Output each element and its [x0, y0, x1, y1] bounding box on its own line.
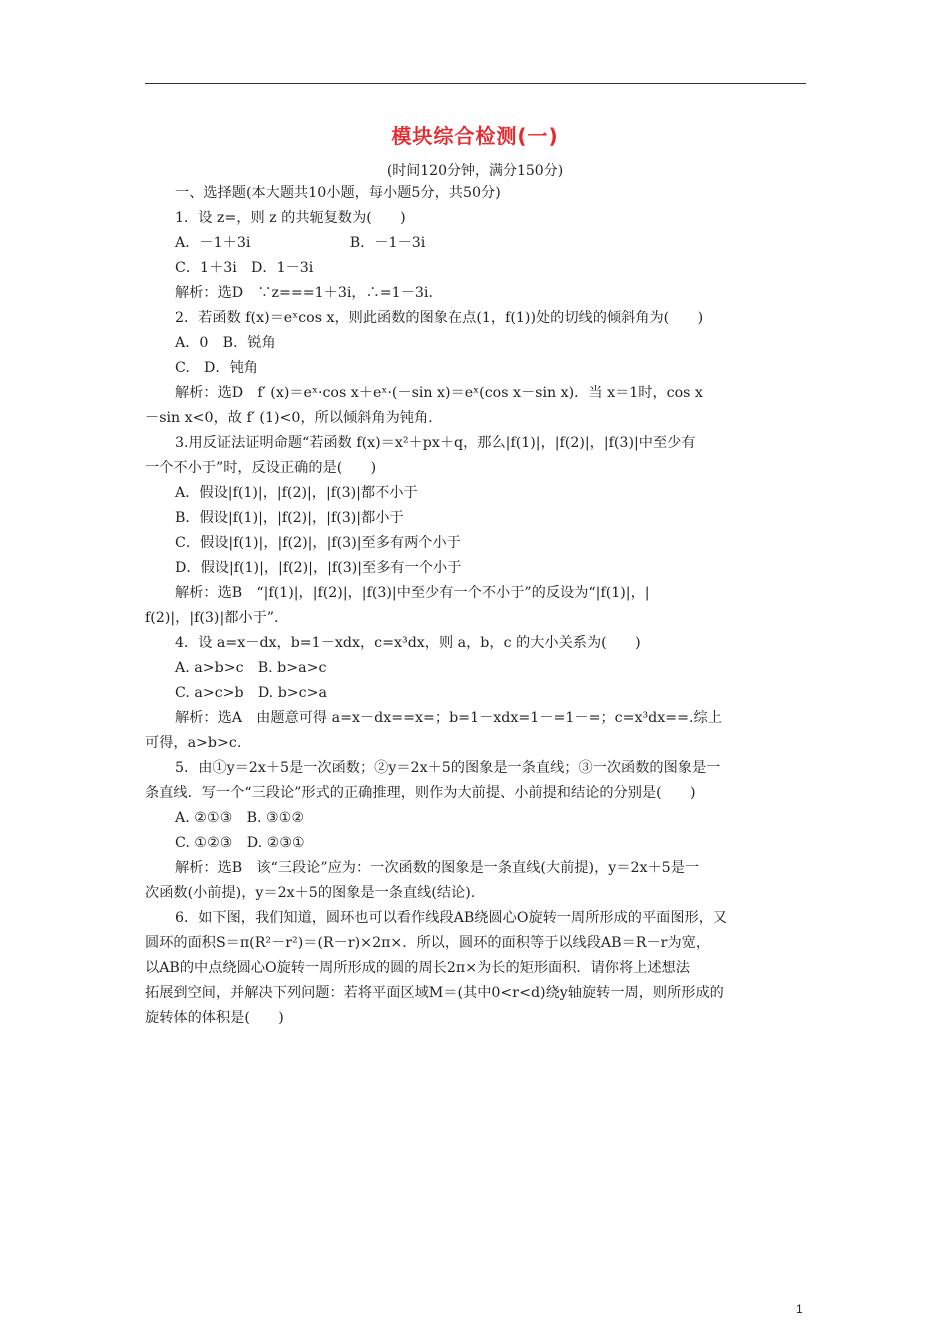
text-line: 5．由①y＝2x＋5是一次函数；②y＝2x＋5的图象是一条直线；③一次函数的图象是一	[175, 760, 721, 776]
text-line: 一个不小于”时，反设正确的是( )	[145, 460, 377, 476]
text-line: －sin x<0，故 f′ (1)<0，所以倾斜角为钝角.	[145, 410, 433, 426]
text-line: 解析：选B 该“三段论”应为：一次函数的图象是一条直线(大前提)，y＝2x＋5是一	[175, 860, 700, 876]
text-line: C. D．钝角	[175, 360, 258, 376]
text-line: 圆环的面积S＝π(R²－r²)＝(R－r)×2π×．所以，圆环的面积等于以线段AB＝R－r为宽，	[145, 935, 711, 951]
text-line: 2．若函数 f(x)＝eˣcos x，则此函数的图象在点(1，f(1))处的切线的倾斜角为( )	[175, 310, 704, 326]
text-line: 条直线．写一个“三段论”形式的正确推理，则作为大前提、小前提和结论的分别是( )	[145, 785, 696, 801]
text-line: B．假设|f(1)|，|f(2)|，|f(3)|都小于	[175, 510, 404, 526]
text-line: f(2)|，|f(3)|都小于”.	[145, 610, 279, 626]
text-line: D．假设|f(1)|，|f(2)|，|f(3)|至多有一个小于	[175, 560, 462, 576]
page-subtitle: (时间120分钟，满分150分)	[386, 163, 564, 179]
text-line: 3.用反证法证明命题“若函数 f(x)＝x²＋px＋q，那么|f(1)|，|f(2)|，|f(3)|中至少有	[175, 435, 696, 451]
text-line: 4．设 a=x－dx，b=1－xdx，c=x³dx，则 a，b，c 的大小关系为( )	[175, 635, 641, 651]
text-line: 解析：选D ∵z===1＋3i，∴=1－3i.	[175, 285, 433, 301]
text-line: C．假设|f(1)|，|f(2)|，|f(3)|至多有两个小于	[175, 535, 461, 551]
text-line: 旋转体的体积是( )	[145, 1010, 284, 1026]
text-line: 解析：选B “|f(1)|，|f(2)|，|f(3)|中至少有一个不小于”的反设为“|f(1)|，|	[175, 585, 650, 601]
text-line: 次函数(小前提)，y＝2x＋5的图象是一条直线(结论).	[145, 885, 476, 901]
text-line: A．0 B．锐角	[175, 335, 276, 351]
text-line: A. ②①③ B. ③①②	[175, 810, 305, 826]
text-line: A. a>b>c B. b>a>c	[175, 660, 327, 676]
header-rule	[145, 83, 806, 84]
text-line: C. a>c>b D. b>c>a	[175, 685, 327, 701]
page-title: 模块综合检测(一)	[391, 124, 559, 148]
text-line: 解析：选D f′ (x)＝eˣ·cos x＋eˣ·(－sin x)＝eˣ(cos x－sin x)．当 x＝1时，cos x	[175, 385, 703, 401]
text-line: 拓展到空间，并解决下列问题：若将平面区域M＝(其中0<r<d)绕y轴旋转一周，则所形成的	[145, 985, 724, 1001]
text-line: 1．设 z=，则 z 的共轭复数为( )	[175, 210, 406, 226]
text-line: 6．如下图，我们知道，圆环也可以看作线段AB绕圆心O旋转一周所形成的平面图形，又	[175, 910, 728, 926]
page-number: 1	[796, 1302, 803, 1316]
text-line: C. ①②③ D. ②③①	[175, 835, 305, 851]
text-line: C．1＋3i D．1－3i	[175, 260, 314, 276]
text-line: 解析：选A 由题意可得 a=x－dx==x=；b=1－xdx=1－=1－=；c=x³dx==.综上	[175, 710, 722, 726]
text-line: 一、选择题(本大题共10小题，每小题5分，共50分)	[175, 185, 501, 201]
text-line: 可得，a>b>c.	[145, 735, 242, 751]
text-line: 以AB的中点绕圆心O旋转一周所形成的圆的周长2π×为长的矩形面积．请你将上述想法	[145, 960, 690, 976]
text-line: A．假设|f(1)|，|f(2)|，|f(3)|都不小于	[175, 485, 418, 501]
text-line: A．－1＋3i B．－1－3i	[175, 235, 426, 251]
